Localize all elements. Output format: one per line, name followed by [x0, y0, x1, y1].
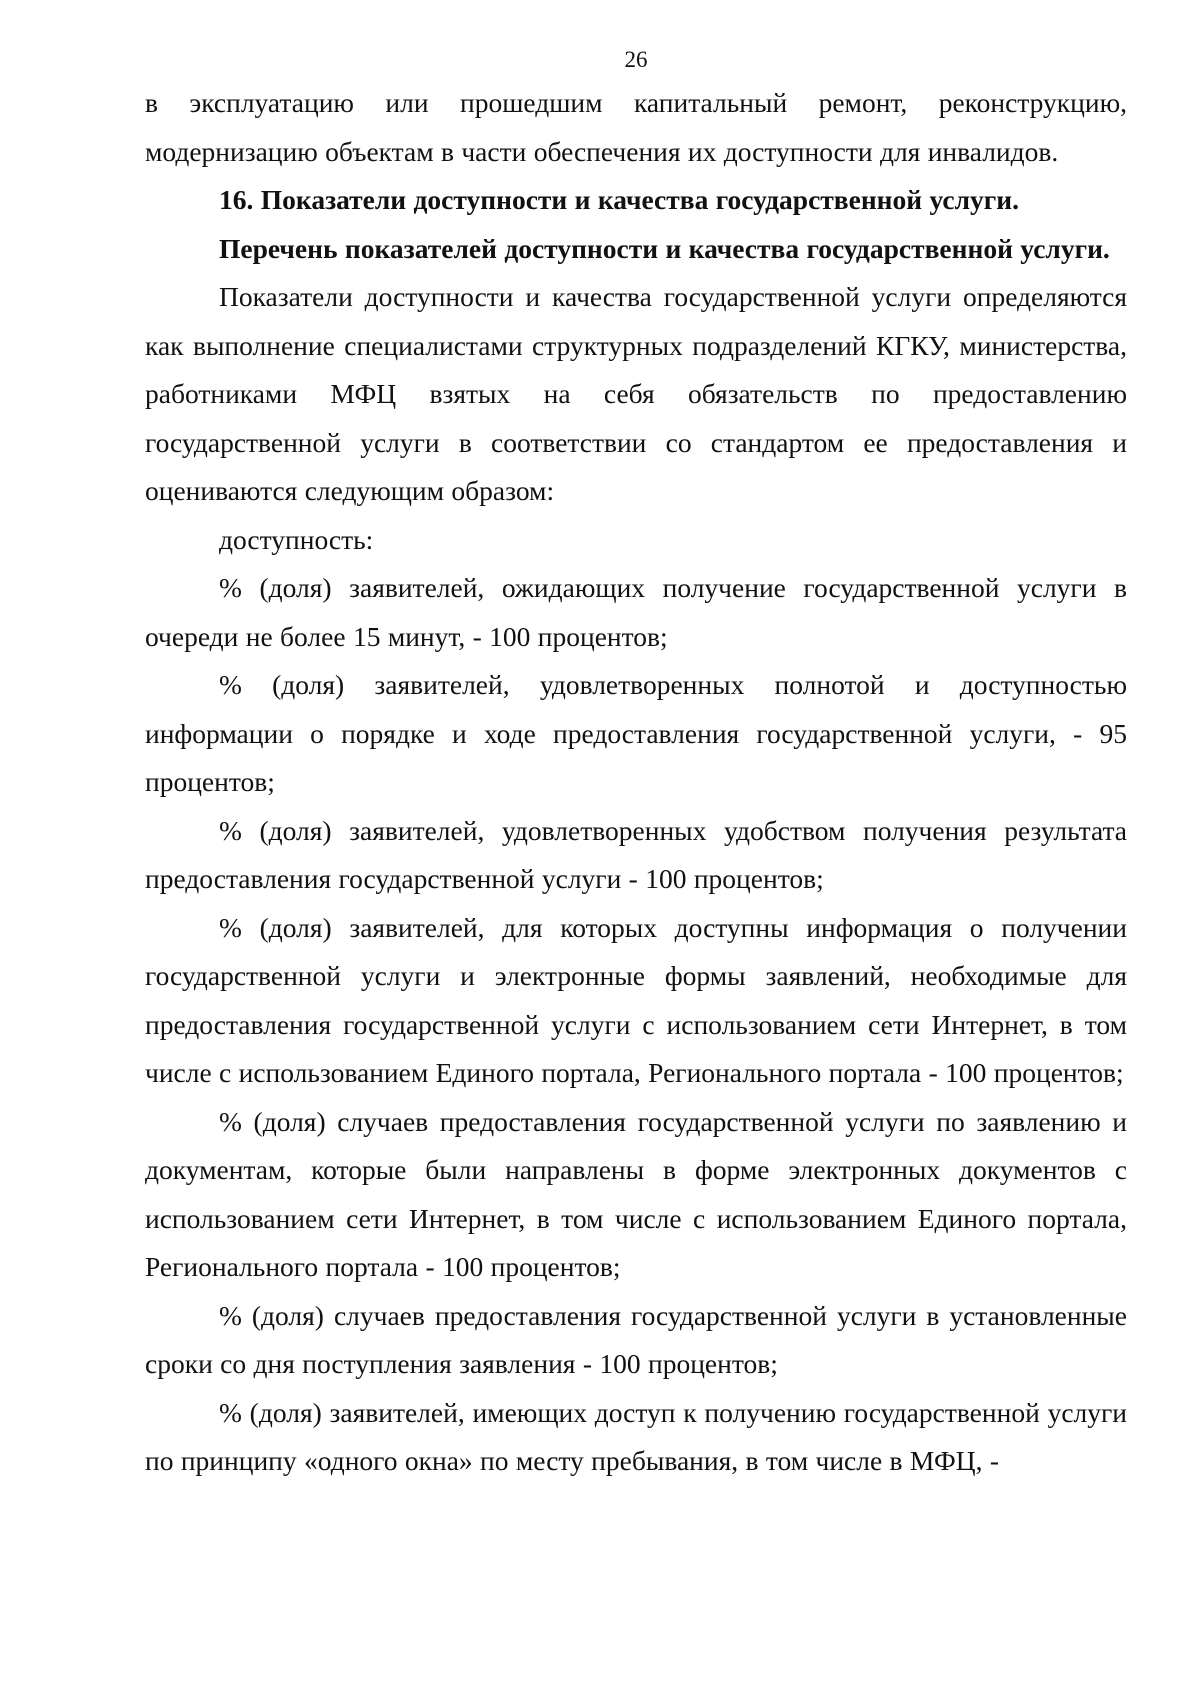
paragraph: доступность: — [219, 523, 374, 555]
page-number: 26 — [624, 47, 648, 72]
list-item: % (доля) заявителей, имеющих доступ к получению государственной услуги по принципу «одного окна» по месту пребывания, в том числе в МФЦ, - — [145, 1396, 1127, 1476]
section-heading: 16. Показатели доступности и качества государственной услуги. — [219, 184, 1019, 215]
paragraph: в эксплуатацию или прошедшим капитальный ремонт, реконструкцию, модернизацию объектам в части обеспечения их доступности для инвалидов. — [145, 87, 1127, 167]
paragraph: Показатели доступности и качества государственной услуги определяются как выполнение специалистами структурных подразделений КГКУ, министерства, работниками МФЦ взятых на себя обязательств по предоставлению государственной услуги в соответствии со стандартом ее предоставления и оцениваются следующим образом: — [145, 281, 1127, 506]
subsection-heading: Перечень показателей доступности и качества государственной услуги. — [219, 232, 1110, 264]
list-item: % (доля) заявителей, удовлетворенных удобством получения результата предоставления государственной услуги - 100 процентов; — [145, 814, 1127, 894]
list-item: % (доля) заявителей, удовлетворенных полнотой и доступностью информации о порядке и ходе предоставления государственной услуги, - 95 процентов; — [145, 669, 1127, 797]
list-item: % (доля) случаев предоставления государственной услуги по заявлению и документам, которые были направлены в форме электронных документов с использованием сети Интернет, в том числе с использованием Единого портала, Регионального портала - 100 процентов; — [145, 1105, 1127, 1282]
list-item: % (доля) заявителей, ожидающих получение государственной услуги в очереди не более 15 минут, - 100 процентов; — [145, 572, 1127, 652]
list-item: % (доля) заявителей, для которых доступны информация о получении государственной услуги и электронные формы заявлений, необходимые для предоставления государственной услуги с использованием сети Интернет, в том числе с использованием Единого портала, Регионального портала - 100 процентов; — [145, 911, 1127, 1088]
document-page — [145, 40, 1127, 1486]
list-item: % (доля) случаев предоставления государственной услуги в установленные сроки со дня поступления заявления - 100 процентов; — [145, 1299, 1127, 1379]
